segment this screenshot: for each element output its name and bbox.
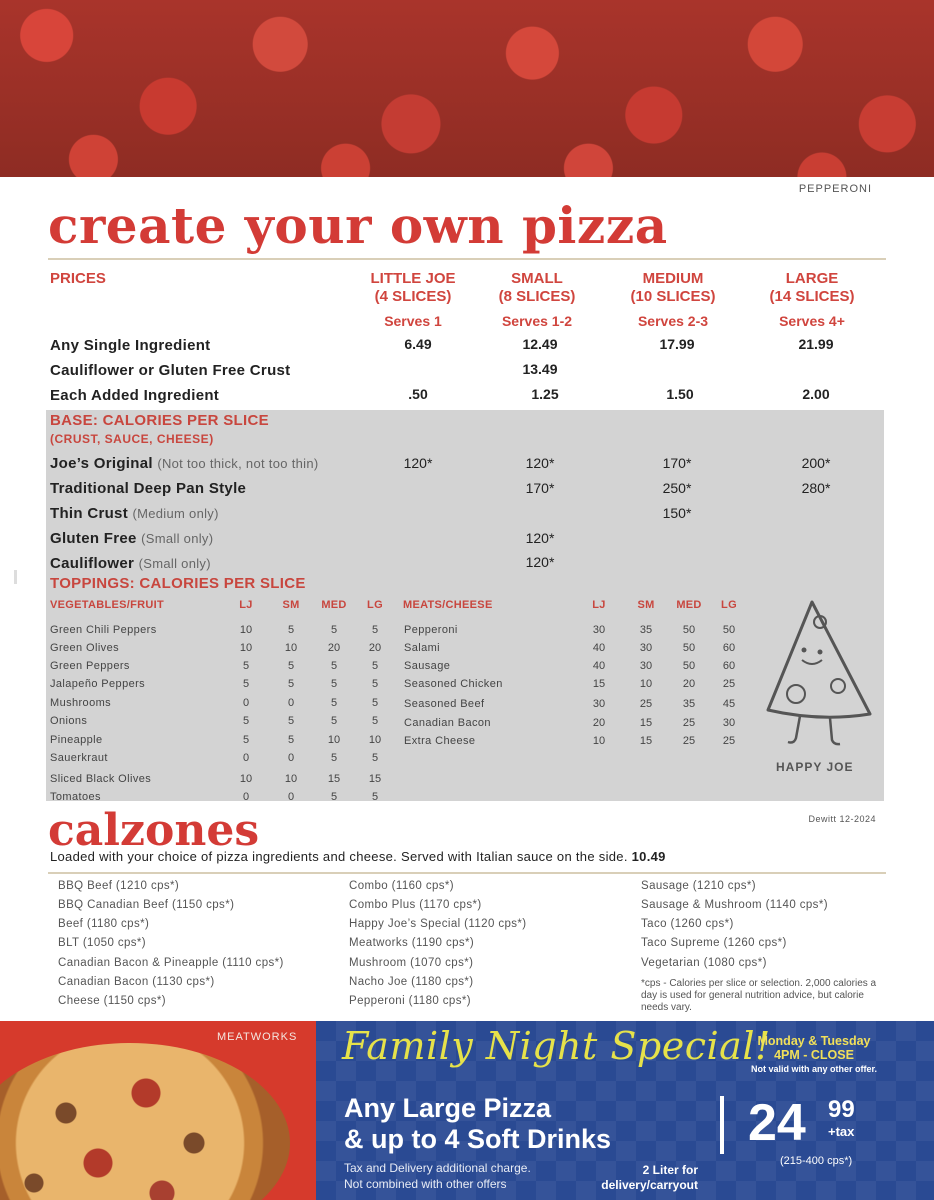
topping-calories: 10 [284, 642, 298, 654]
topping-name: Canadian Bacon [404, 717, 491, 729]
topping-calories: 5 [330, 791, 338, 803]
location-stamp: Dewitt 12-2024 [808, 814, 876, 824]
topping-calories: 50 [682, 660, 696, 672]
prices-label: PRICES [50, 270, 106, 287]
promo-days [744, 1034, 884, 1062]
base-row-note: (Small only) [138, 556, 211, 571]
base-row [50, 505, 219, 522]
calzone-item: Taco (1260 cps*) [641, 918, 734, 930]
topping-calories: 5 [287, 678, 295, 690]
topping-calories: 35 [639, 624, 653, 636]
topping-calories: 25 [722, 678, 736, 690]
promo-price-dollars: 24 [748, 1094, 806, 1152]
topping-name: Sliced Black Olives [50, 773, 152, 785]
meat-header: MEATS/CHEESE [403, 599, 493, 611]
topping-calories: 0 [287, 791, 295, 803]
topping-calories: 5 [330, 752, 338, 764]
base-subtitle: (CRUST, SAUCE, CHEESE) [50, 432, 214, 446]
calzone-item: Happy Joe’s Special (1120 cps*) [349, 918, 527, 930]
topping-calories: 15 [368, 773, 382, 785]
size-slices: (4 SLICES) [374, 288, 452, 305]
calzone-item: Sausage (1210 cps*) [641, 880, 757, 892]
topping-calories: 0 [242, 791, 250, 803]
promo-not-valid: Not valid with any other offer. [750, 1064, 877, 1074]
veg-header: VEGETABLES/FRUIT [50, 599, 164, 611]
promo-divider [720, 1096, 724, 1154]
calzones-price: 10.49 [631, 849, 666, 864]
topping-calories: 5 [330, 715, 338, 727]
calzone-item: Combo (1160 cps*) [349, 880, 455, 892]
price-row-label: Each Added Ingredient [50, 387, 220, 404]
promo-tax: +tax [828, 1124, 855, 1139]
price-value: 2.00 [802, 386, 830, 402]
meat-col-med: MED [676, 599, 702, 611]
family-night-headline: Family Night Special! [342, 1024, 771, 1068]
meatworks-image [0, 1021, 316, 1200]
size-header-medium [608, 270, 738, 306]
topping-calories: 20 [682, 678, 696, 690]
topping-calories: 15 [639, 717, 653, 729]
topping-calories: 30 [639, 660, 653, 672]
topping-calories: 50 [722, 624, 736, 636]
topping-calories: 15 [639, 735, 653, 747]
calzone-item: Combo Plus (1170 cps*) [349, 899, 482, 911]
calzone-item: Taco Supreme (1260 cps*) [641, 937, 787, 949]
base-row-note: (Small only) [141, 531, 214, 546]
topping-name: Green Olives [50, 642, 119, 654]
topping-name: Mushrooms [50, 697, 112, 709]
topping-calories: 10 [639, 678, 653, 690]
calzone-item: Pepperoni (1180 cps*) [349, 995, 471, 1007]
size-header-large [747, 270, 877, 306]
calzone-item: Mushroom (1070 cps*) [349, 957, 474, 969]
topping-calories: 35 [682, 698, 696, 710]
calzone-item: BLT (1050 cps*) [58, 937, 147, 949]
calzones-desc-text: Loaded with your choice of pizza ingredients and cheese. Served with Italian sauce on the side. [50, 849, 628, 864]
veg-col-lg: LG [367, 599, 383, 611]
promo-fine-1: Tax and Delivery additional charge. [344, 1161, 531, 1175]
price-value: 1.25 [531, 386, 559, 402]
topping-calories: 5 [287, 660, 295, 672]
promo-calories: (215-400 cps*) [780, 1155, 853, 1167]
calzone-item: Sausage & Mushroom (1140 cps*) [641, 899, 828, 911]
topping-calories: 10 [327, 734, 341, 746]
topping-name: Jalapeño Peppers [50, 678, 146, 690]
topping-calories: 5 [242, 734, 250, 746]
topping-calories: 5 [330, 660, 338, 672]
topping-name: Salami [404, 642, 441, 654]
serves-little-joe: Serves 1 [384, 313, 442, 329]
base-value: 250* [662, 480, 692, 496]
topping-calories: 5 [287, 624, 295, 636]
topping-calories: 60 [722, 642, 736, 654]
size-name: SMALL [511, 270, 563, 287]
topping-calories: 5 [371, 697, 379, 709]
calzone-item: Cheese (1150 cps*) [58, 995, 166, 1007]
offer-line-1: Any Large Pizza [344, 1093, 552, 1123]
topping-calories: 5 [371, 678, 379, 690]
topping-name: Seasoned Beef [404, 698, 485, 710]
promo-price-cents: 99 [828, 1096, 855, 1123]
base-value: 120* [403, 455, 433, 471]
topping-calories: 0 [242, 752, 250, 764]
base-value: 280* [801, 480, 831, 496]
topping-calories: 5 [371, 660, 379, 672]
hero-caption: PEPPERONI [798, 183, 872, 195]
size-name: LITTLE JOE [370, 270, 456, 287]
calzone-item: Beef (1180 cps*) [58, 918, 150, 930]
base-value: 150* [662, 505, 692, 521]
topping-name: Green Peppers [50, 660, 130, 672]
topping-calories: 25 [682, 735, 696, 747]
topping-calories: 5 [242, 678, 250, 690]
base-row-label: Thin Crust [50, 505, 128, 522]
topping-calories: 5 [287, 715, 295, 727]
topping-calories: 30 [639, 642, 653, 654]
base-row-label: Cauliflower [50, 555, 135, 572]
serves-small: Serves 1-2 [501, 313, 573, 329]
topping-calories: 60 [722, 660, 736, 672]
topping-name: Sauerkraut [50, 752, 108, 764]
topping-calories: 30 [592, 698, 606, 710]
base-value: 170* [662, 455, 692, 471]
promo-days-text: Monday & Tuesday [757, 1034, 871, 1048]
calzone-item: BBQ Beef (1210 cps*) [58, 880, 180, 892]
price-value: 21.99 [798, 336, 834, 352]
topping-calories: 25 [722, 735, 736, 747]
serves-large: Serves 4+ [779, 313, 845, 329]
base-row [50, 555, 211, 572]
promo-liter [578, 1163, 698, 1193]
calzone-item: Canadian Bacon (1130 cps*) [58, 976, 215, 988]
price-row-label: Any Single Ingredient [50, 337, 211, 354]
base-value: 120* [525, 530, 555, 546]
topping-calories: 10 [284, 773, 298, 785]
happy-joe-pizza-icon [760, 598, 876, 748]
topping-calories: 50 [682, 624, 696, 636]
topping-calories: 10 [368, 734, 382, 746]
topping-calories: 15 [592, 678, 606, 690]
liter-line-1: 2 Liter for [642, 1163, 698, 1177]
veg-col-med: MED [321, 599, 347, 611]
hero-pepperoni-image [0, 0, 934, 177]
topping-calories: 0 [242, 697, 250, 709]
promo-fine-2: Not combined with other offers [344, 1177, 507, 1191]
page-title: create your own pizza [48, 196, 668, 255]
topping-calories: 5 [330, 624, 338, 636]
topping-calories: 5 [330, 678, 338, 690]
topping-calories: 15 [327, 773, 341, 785]
topping-calories: 30 [722, 717, 736, 729]
calzone-item: Meatworks (1190 cps*) [349, 937, 475, 949]
topping-name: Seasoned Chicken [404, 678, 503, 690]
topping-calories: 45 [722, 698, 736, 710]
topping-name: Sausage [404, 660, 451, 672]
base-row-label: Joe’s Original [50, 455, 153, 472]
meat-col-sm: SM [637, 599, 655, 611]
size-header-little-joe [348, 270, 478, 306]
size-header-small [472, 270, 602, 306]
happy-joe-label: HAPPY JOE [776, 760, 854, 774]
base-row-note: (Medium only) [132, 506, 219, 521]
price-row-label: Cauliflower or Gluten Free Crust [50, 362, 291, 379]
promo-offer [344, 1093, 611, 1155]
topping-calories: 5 [242, 715, 250, 727]
calzone-item: Canadian Bacon & Pineapple (1110 cps*) [58, 957, 284, 969]
price-value: 6.49 [404, 336, 432, 352]
topping-calories: 10 [239, 642, 253, 654]
size-slices: (14 SLICES) [769, 288, 855, 305]
calzones-description [50, 849, 666, 864]
edge-mark [14, 570, 17, 584]
topping-calories: 10 [239, 773, 253, 785]
serves-medium: Serves 2-3 [637, 313, 709, 329]
promo-hours: 4PM - CLOSE [774, 1048, 854, 1062]
topping-calories: 5 [371, 624, 379, 636]
base-value: 200* [801, 455, 831, 471]
calzones-divider [48, 872, 886, 874]
topping-name: Extra Cheese [404, 735, 476, 747]
meatworks-pizza [0, 1043, 290, 1200]
topping-calories: 20 [327, 642, 341, 654]
topping-calories: 5 [371, 715, 379, 727]
liter-line-2: delivery/carryout [601, 1178, 698, 1192]
topping-calories: 50 [682, 642, 696, 654]
topping-calories: 5 [371, 752, 379, 764]
topping-calories: 5 [330, 697, 338, 709]
topping-calories: 20 [368, 642, 382, 654]
calzone-item: BBQ Canadian Beef (1150 cps*) [58, 899, 235, 911]
topping-calories: 40 [592, 660, 606, 672]
meatworks-caption: MEATWORKS [217, 1031, 298, 1043]
base-row [50, 530, 213, 547]
base-row-note: (Not too thick, not too thin) [157, 456, 319, 471]
base-value: 170* [525, 480, 555, 496]
calzone-item: Vegetarian (1080 cps*) [641, 957, 767, 969]
base-row-label: Gluten Free [50, 530, 137, 547]
topping-calories: 0 [287, 697, 295, 709]
topping-calories: 20 [592, 717, 606, 729]
calzone-item: Nacho Joe (1180 cps*) [349, 976, 474, 988]
title-divider [48, 258, 886, 260]
base-row [50, 480, 246, 497]
veg-col-sm: SM [282, 599, 300, 611]
meat-col-lj: LJ [592, 599, 606, 611]
topping-name: Pepperoni [404, 624, 458, 636]
base-row-label: Traditional Deep Pan Style [50, 480, 247, 497]
base-value: 120* [525, 455, 555, 471]
base-title: BASE: CALORIES PER SLICE [50, 412, 269, 429]
calzones-title: calzones [48, 805, 260, 856]
topping-name: Tomatoes [50, 791, 101, 803]
topping-calories: 5 [287, 734, 295, 746]
topping-calories: 5 [242, 660, 250, 672]
price-value: 12.49 [522, 336, 558, 352]
topping-calories: 10 [239, 624, 253, 636]
price-value: 17.99 [659, 336, 695, 352]
price-value: 1.50 [666, 386, 694, 402]
topping-name: Onions [50, 715, 88, 727]
toppings-title: TOPPINGS: CALORIES PER SLICE [50, 575, 306, 592]
base-value: 120* [525, 554, 555, 570]
meat-col-lg: LG [721, 599, 737, 611]
topping-name: Pineapple [50, 734, 103, 746]
offer-line-2: & up to 4 Soft Drinks [344, 1124, 612, 1154]
topping-calories: 30 [592, 624, 606, 636]
topping-calories: 10 [592, 735, 606, 747]
topping-calories: 0 [287, 752, 295, 764]
cps-note: *cps - Calories per slice or selection. 2,000 calories a day is used for general nutrition advice, but calorie needs vary. [641, 978, 877, 1013]
topping-calories: 25 [682, 717, 696, 729]
price-value: .50 [408, 386, 428, 402]
topping-calories: 25 [639, 698, 653, 710]
topping-calories: 5 [371, 791, 379, 803]
size-name: LARGE [785, 270, 839, 287]
topping-name: Green Chili Peppers [50, 624, 157, 636]
size-slices: (8 SLICES) [498, 288, 576, 305]
price-value: 13.49 [522, 361, 558, 377]
size-name: MEDIUM [642, 270, 704, 287]
veg-col-lj: LJ [239, 599, 253, 611]
base-row [50, 455, 318, 472]
size-slices: (10 SLICES) [630, 288, 716, 305]
topping-calories: 40 [592, 642, 606, 654]
